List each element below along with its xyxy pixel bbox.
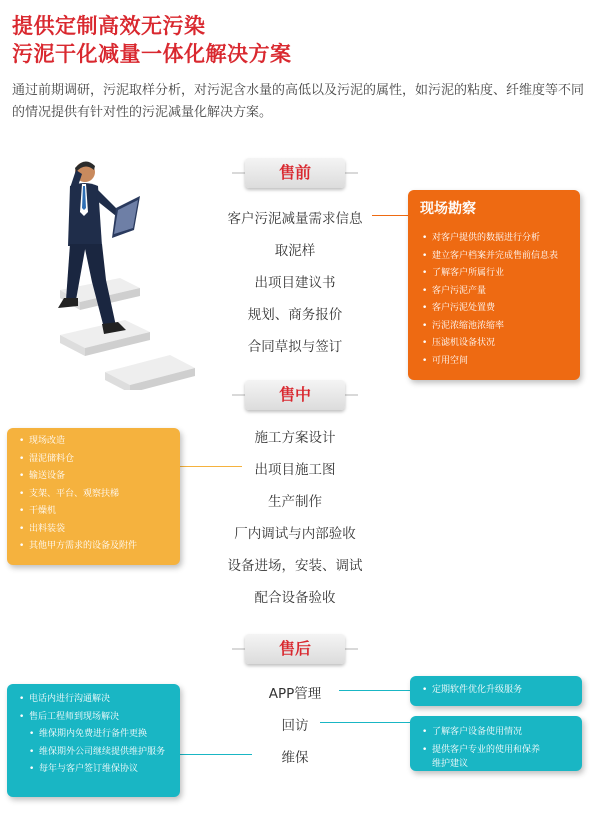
connector-maintenance: [180, 754, 252, 755]
list-item: • 客户污泥产量: [422, 283, 558, 301]
pre-step-4: 规划、商务报价: [247, 307, 343, 323]
list-item: • 对客户提供的数据进行分析: [422, 230, 558, 248]
list-item: • 其他甲方需求的设备及附件: [19, 538, 137, 556]
list-item: • 提供客户专业的使用和保养: [422, 739, 540, 757]
connector-mid: [180, 466, 242, 467]
site-survey-title: 现场勘察: [420, 201, 476, 217]
intro-paragraph: 通过前期调研，污泥取样分析，对污泥含水量的高低以及污泥的属性，如污泥的粘度、纤维度等不同的情况提供有针对性的污泥减量化解决方案。: [12, 83, 585, 120]
post-step-maintenance: 维保: [281, 750, 309, 766]
after-sales-service-card: [7, 684, 180, 797]
mid-step-3: 生产制作: [268, 494, 322, 510]
return-visit-card: [410, 716, 582, 771]
list-item: • 定期软件优化升级服务: [422, 682, 522, 700]
list-item: • 支架、平台、观察扶梯: [19, 486, 137, 504]
post-step-app: APP管理: [268, 686, 322, 702]
list-item: • 售后工程师到现场解决: [19, 709, 165, 727]
businessman-figure: [58, 161, 140, 334]
connector-pre: [372, 215, 408, 216]
mid-step-1: 施工方案设计: [254, 430, 336, 446]
return-visit-list: [422, 721, 540, 771]
list-item: • 维保期内免费进行备件更换: [29, 726, 165, 744]
app-service-list: [422, 682, 522, 700]
title-line-1: 提供定制高效无污染: [12, 14, 206, 38]
app-service-card: [410, 676, 582, 706]
after-sales-service-list: [19, 691, 165, 779]
site-survey-card: [408, 190, 580, 380]
list-item: • 了解客户设备使用情况: [422, 721, 540, 739]
list-item: • 每年与客户签订维保协议: [29, 761, 165, 779]
supply-scope-list: [19, 433, 137, 556]
list-item: • 污泥浓缩池浓缩率: [422, 318, 558, 336]
list-item: • 建立客户档案并完成售前信息表: [422, 248, 558, 266]
list-item: • 了解客户所属行业: [422, 265, 558, 283]
list-item: • 可用空间: [422, 353, 558, 371]
list-item: • 输送设备: [19, 468, 137, 486]
mid-step-6: 配合设备验收: [254, 590, 336, 606]
list-item: 维护建议: [432, 759, 469, 769]
mid-step-4: 厂内调试与内部验收: [234, 526, 356, 542]
phase-mid-label: 售中: [245, 380, 345, 410]
list-item: • 现场改造: [19, 433, 137, 451]
post-step-visit: 回访: [281, 718, 309, 734]
list-item: • 湿泥储料仓: [19, 451, 137, 469]
list-item: • 电话内进行沟通解决: [19, 691, 165, 709]
list-item: • 干燥机: [19, 503, 137, 521]
pre-step-3: 出项目建议书: [254, 275, 336, 291]
mid-step-2: 出项目施工图: [254, 462, 336, 478]
title-line-2: 污泥干化减量一体化解决方案: [12, 42, 292, 66]
pre-step-2: 取泥样: [274, 243, 316, 259]
phase-post-label: 售后: [245, 634, 345, 664]
list-item: • 出料装袋: [19, 521, 137, 539]
site-survey-list: [422, 230, 558, 370]
step-tiles: [60, 278, 195, 390]
list-item: • 客户污泥处置费: [422, 300, 558, 318]
pre-step-1: 客户污泥减量需求信息: [227, 211, 363, 227]
connector-app: [339, 690, 410, 691]
mid-step-5: 设备进场，安装、调试: [227, 558, 363, 574]
supply-scope-card: [7, 428, 180, 565]
phase-pre-label: 售前: [245, 158, 345, 188]
list-item: • 维保期外公司继续提供维护服务: [29, 744, 165, 762]
connector-visit: [320, 722, 410, 723]
list-item: • 压滤机设备状况: [422, 335, 558, 353]
pre-step-5: 合同草拟与签订: [247, 339, 343, 355]
